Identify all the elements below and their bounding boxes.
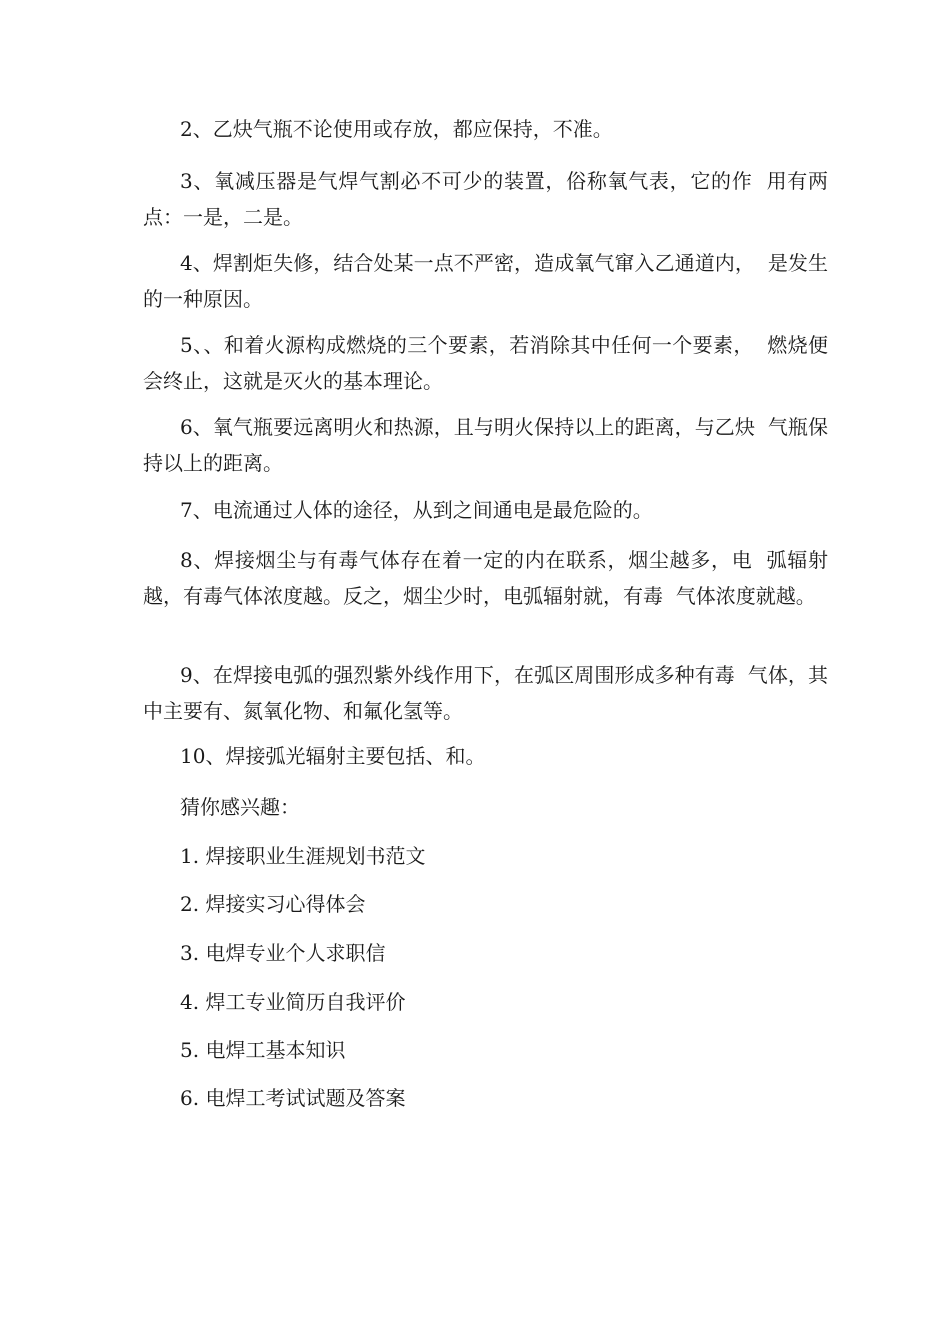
question-7: 7、电流通过人体的途径，从到之间通电是最危险的。 [180, 498, 653, 522]
question-5: 5、、和着火源构成燃烧的三个要素，若消除其中任何一个要素， 燃烧便会终止，这就是灭火的基本理论。 [143, 333, 828, 393]
question-2: 2、乙炔气瓶不论使用或存放，都应保持，不准。 [180, 117, 613, 141]
related-link-1[interactable]: 1. 焊接职业生涯规划书范文 [180, 844, 426, 868]
related-link-2[interactable]: 2. 焊接实习心得体会 [180, 892, 366, 916]
related-heading: 猜你感兴趣： [180, 795, 300, 819]
question-9: 9、在焊接电弧的强烈紫外线作用下，在弧区周围形成多种有毒 气体，其中主要有、氮氧化物、和氟化氢等。 [143, 663, 828, 723]
related-link-4[interactable]: 4. 焊工专业简历自我评价 [180, 990, 406, 1014]
question-4: 4、焊割炬失修，结合处某一点不严密，造成氧气窜入乙通道内， 是发生的一种原因。 [143, 251, 828, 311]
question-3: 3、氧减压器是气焊气割必不可少的装置，俗称氧气表，它的作 用有两点：一是，二是。 [143, 169, 828, 229]
question-10: 10、焊接弧光辐射主要包括、和。 [180, 744, 486, 768]
related-link-5[interactable]: 5. 电焊工基本知识 [180, 1038, 346, 1062]
related-link-6[interactable]: 6. 电焊工考试试题及答案 [180, 1086, 406, 1110]
question-6: 6、氧气瓶要远离明火和热源，且与明火保持以上的距离，与乙炔 气瓶保持以上的距离。 [143, 415, 828, 475]
question-8: 8、焊接烟尘与有毒气体存在着一定的内在联系，烟尘越多，电 弧辐射越，有毒气体浓度越。反之，烟尘少时，电弧辐射就，有毒 气体浓度就越。 [143, 548, 828, 608]
related-link-3[interactable]: 3. 电焊专业个人求职信 [180, 941, 386, 965]
